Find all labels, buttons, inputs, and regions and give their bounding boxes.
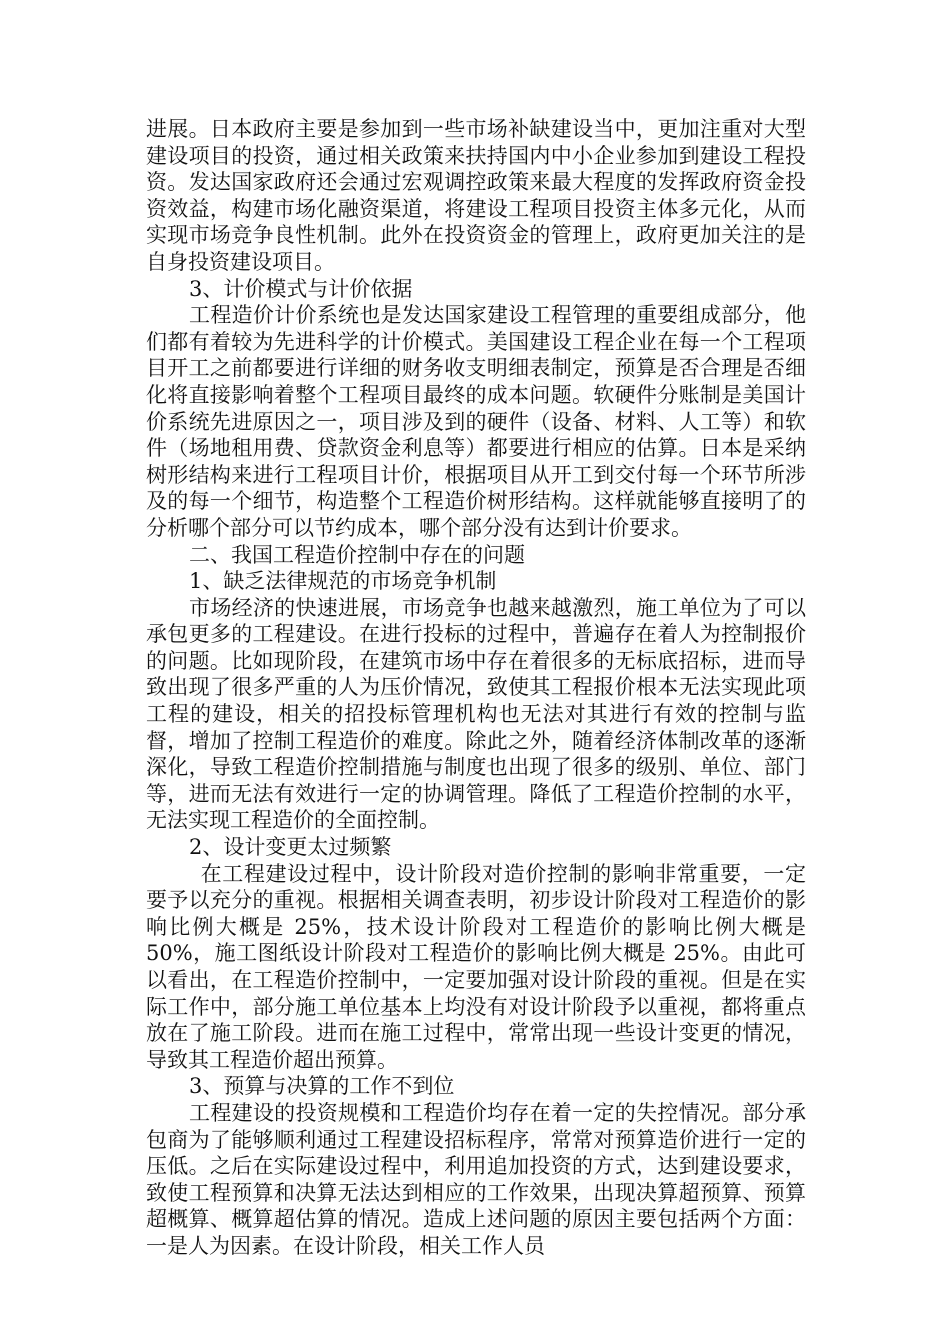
paragraph-market-competition: 市场经济的快速进展，市场竞争也越来越激烈，施工单位为了可以承包更多的工程建设。在进行投标的过程中，普遍存在着人为控制报价的问题。比如现阶段，在建筑市场中存在着很多的无标底招标，进而导致出现了很多严重的人为压价情况，致使其工程报价根本无法实现此项工程的建设，相关的招投标管理机构也无法对其进行有效的控制与监督，增加了控制工程造价的难度。除此之外，随着经济体制改革的逐渐深化，导致工程造价控制措施与制度也出现了很多的级别、单位、部门等，进而无法有效进行一定的协调管理。降低了工程造价控制的水平，无法实现工程造价的全面控制。 [146, 595, 806, 833]
paragraph-pricing-system: 工程造价计价系统也是发达国家建设工程管理的重要组成部分，他们都有着较为先进科学的计价模式。美国建设工程企业在每一个工程项目开工之前都要进行详细的财务收支明细表制定，预算是否合理是否细化将直接影响着整个工程项目最终的成本问题。软硬件分账制是美国计价系统先进原因之一，项目涉及到的硬件（设备、材料、人工等）和软件（场地租用费、贷款资金利息等）都要进行相应的估算。日本是采纳树形结构来进行工程项目计价，根据项目从开工到交付每一个环节所涉及的每一个细节，构造整个工程造价树形结构。这样就能够直接明了的分析哪个部分可以节约成本，哪个部分没有达到计价要求。 [146, 303, 806, 540]
paragraph-design-changes: 在工程建设过程中，设计阶段对造价控制的影响非常重要，一定要予以充分的重视。根据相关调查表明，初步设计阶段对工程造价的影响比例大概是 25%，技术设计阶段对工程造价的影响比例大概是 50%，施工图纸设计阶段对工程造价的影响比例大概是 25%。由此可以看出，在工程造价控制中，一定要加强对设计阶段的重视。但是在实际工作中，部分施工单位基本上均没有对设计阶段予以重视，都将重点放在了施工阶段。进而在施工过程中，常常出现一些设计变更的情况，导致其工程造价超出预算。 [146, 861, 806, 1072]
heading-design-changes: 2、设计变更太过频繁 [189, 835, 392, 860]
paragraph-budget-settlement: 工程建设的投资规模和工程造价均存在着一定的失控情况。部分承包商为了能够顺利通过工程建设招标程序，常常对预算造价进行一定的压低。之后在实际建设过程中，利用追加投资的方式，达到建设要求，致使工程预算和决算无法达到相应的工作效果，出现决算超预算、预算超概算、概算超估算的情况。造成上述问题的原因主要包括两个方面：一是人为因素。在设计阶段，相关工作人员 [146, 1100, 806, 1258]
heading-market-competition: 1、缺乏法律规范的市场竞争机制 [189, 569, 497, 594]
heading-section-two: 二、我国工程造价控制中存在的问题 [189, 542, 526, 567]
document-page [146, 116, 806, 1260]
paragraph-investment-entity: 进展。日本政府主要是参加到一些市场补缺建设当中，更加注重对大型建设项目的投资，通过相关政策来扶持国内中小企业参加到建设工程投资。发达国家政府还会通过宏观调控政策来最大程度的发挥政府资金投资效益，构建市场化融资渠道，将建设工程项目投资主体多元化，从而实现市场竞争良性机制。此外在投资资金的管理上，政府更加关注的是自身投资建设项目。 [146, 117, 806, 274]
heading-pricing-model: 3、计价模式与计价依据 [189, 276, 413, 301]
heading-budget-settlement: 3、预算与决算的工作不到位 [189, 1074, 455, 1099]
